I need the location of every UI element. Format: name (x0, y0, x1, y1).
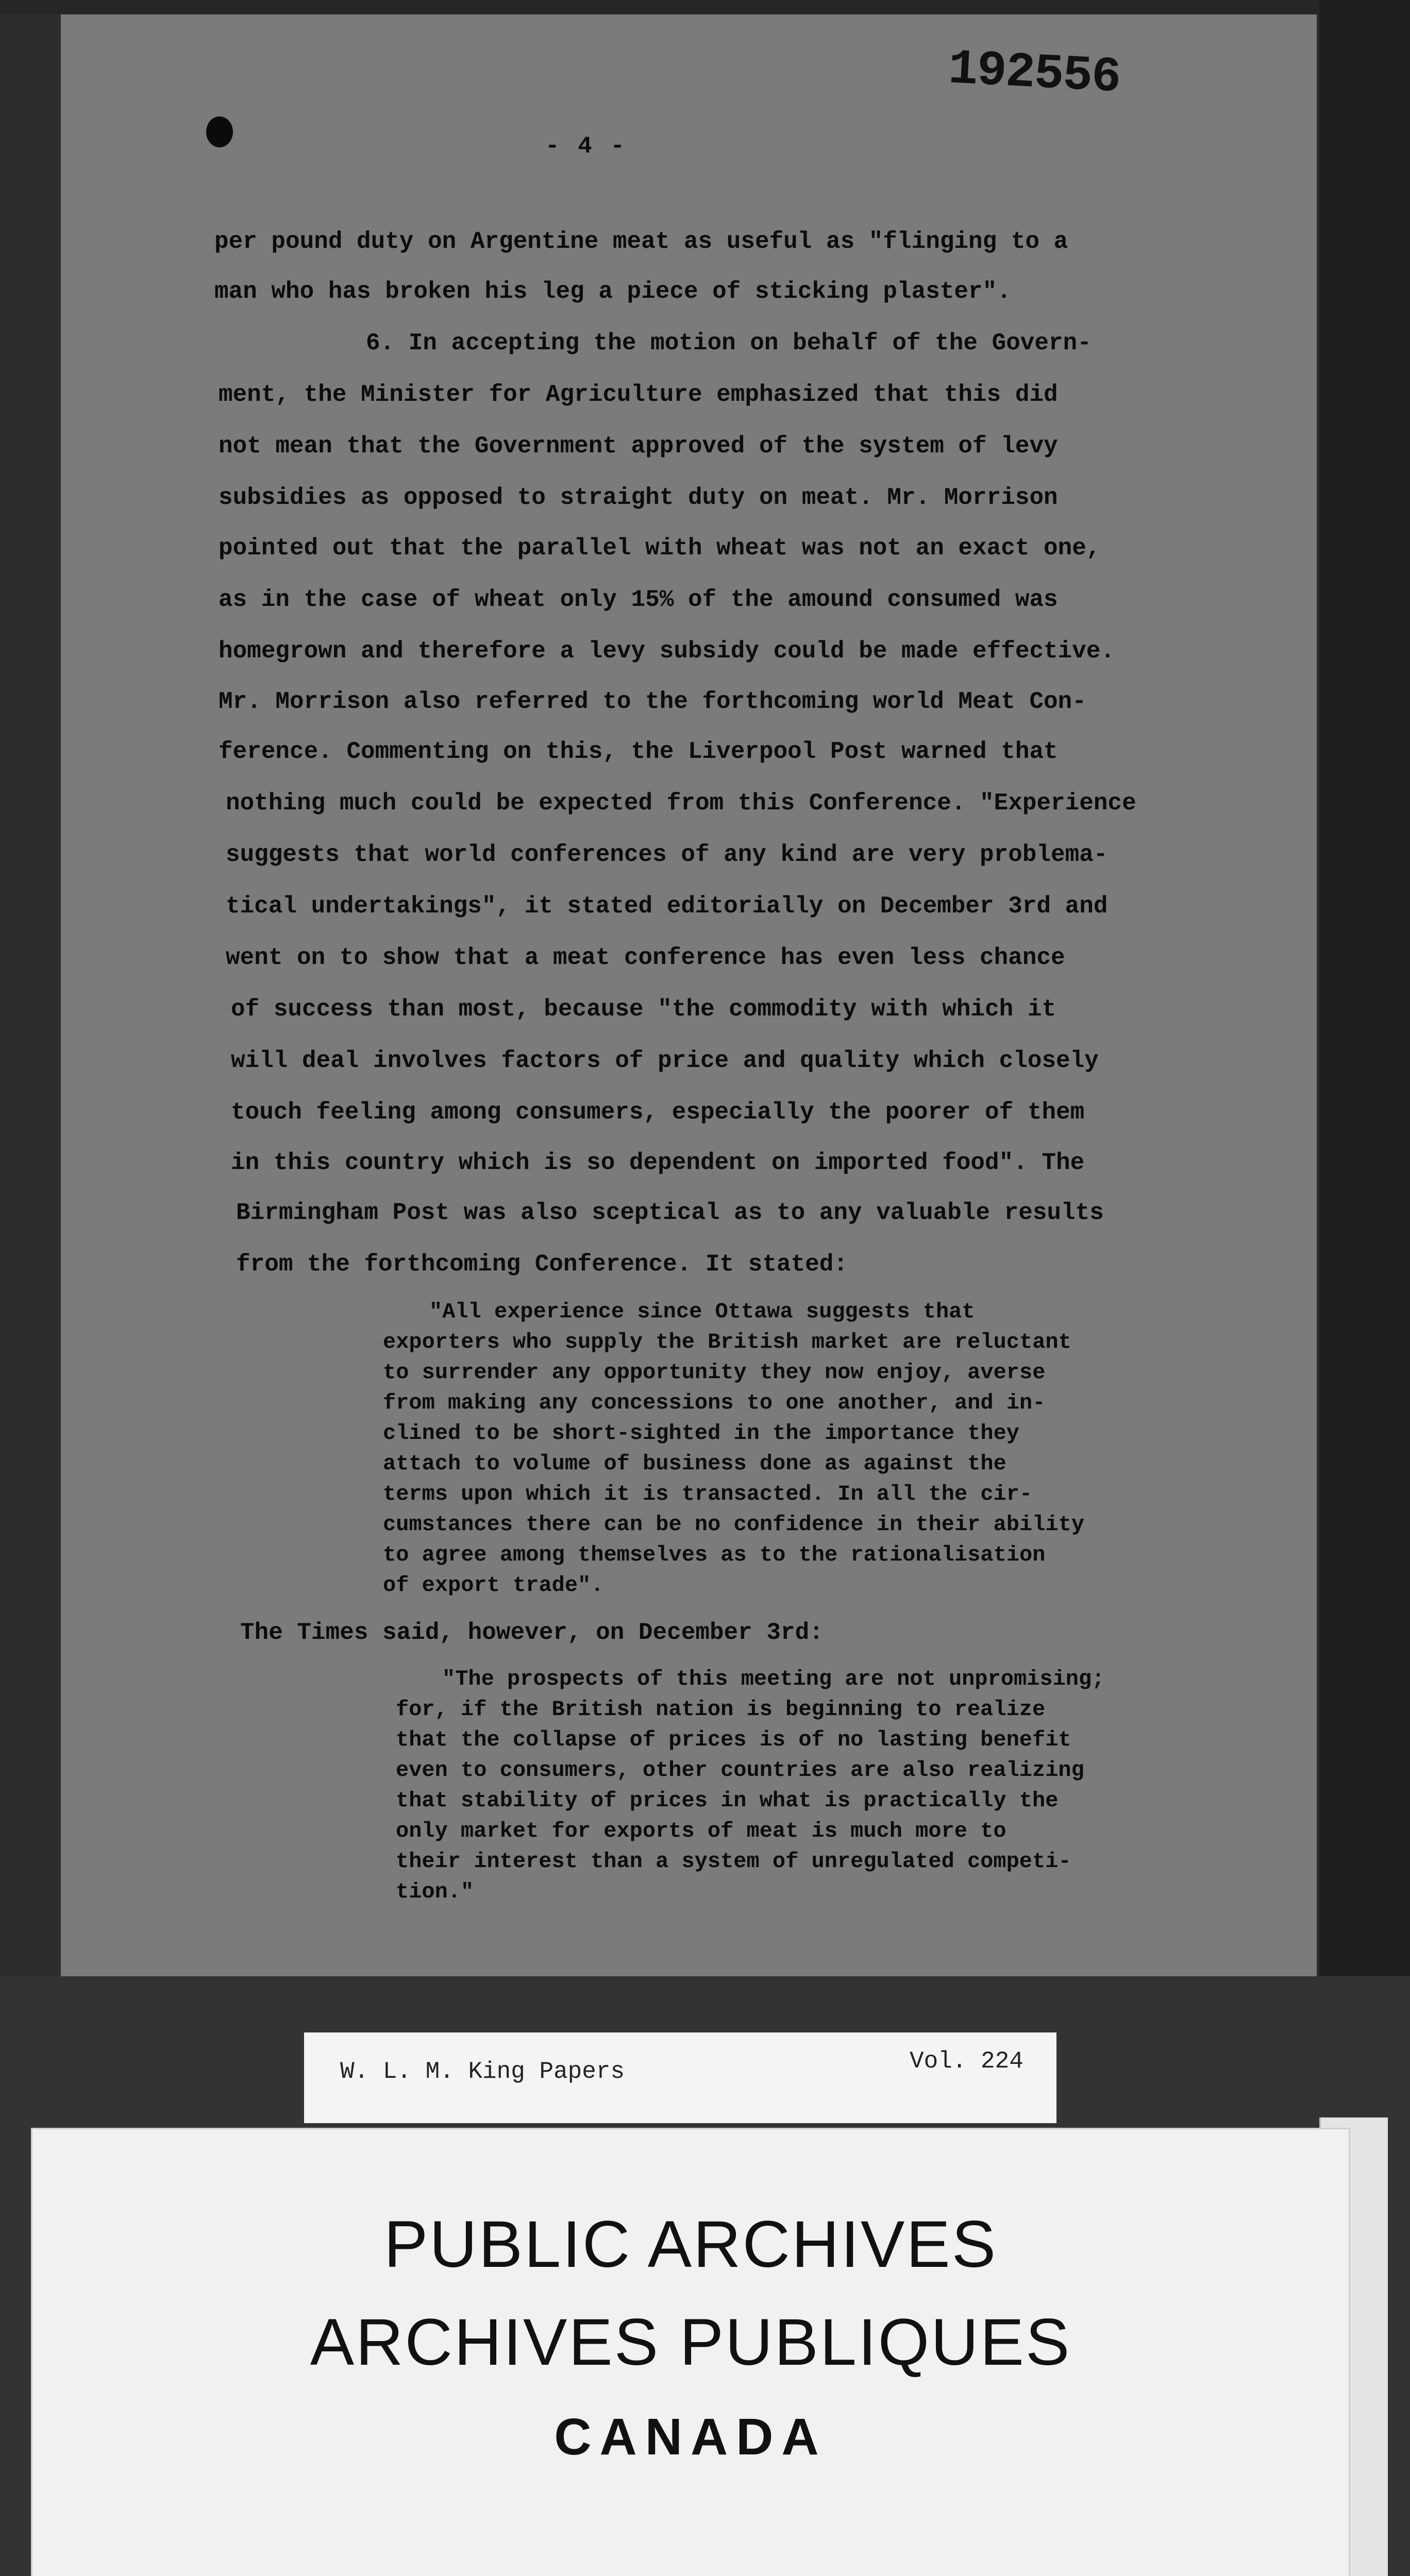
body-line: homegrown and therefore a levy subsidy could be made effective. (219, 638, 1115, 665)
body-line: 6. In accepting the motion on behalf of the Govern- (366, 330, 1092, 357)
archive-card (31, 2128, 1350, 2576)
body-line: ment, the Minister for Agriculture emphasized that this did (219, 381, 1058, 408)
archive-card-line-french: ARCHIVES PUBLIQUES (310, 2306, 1071, 2379)
quote-line: exporters who supply the British market are reluctant (383, 1330, 1071, 1354)
body-line: subsidies as opposed to straight duty on meat. Mr. Morrison (219, 484, 1058, 511)
quote-line: terms upon which it is transacted. In all the cir- (383, 1482, 1033, 1506)
quote-line: that the collapse of prices is of no lasting benefit (396, 1727, 1071, 1752)
archive-card-line-country: CANADA (554, 2408, 827, 2466)
quote-line: even to consumers, other countries are also realizing (396, 1758, 1084, 1783)
page-number: - 4 - (545, 133, 627, 160)
collection-label (304, 2032, 1056, 2123)
body-line: went on to show that a meat conference has even less chance (226, 944, 1065, 971)
times-intro: The Times said, however, on December 3rd: (240, 1619, 824, 1646)
body-line: man who has broken his leg a piece of sticking plaster". (214, 278, 1011, 305)
body-line: ference. Commenting on this, the Liverpool Post warned that (219, 738, 1058, 765)
body-line: Birmingham Post was also sceptical as to any valuable results (236, 1199, 1104, 1226)
volume-number: Vol. 224 (910, 2048, 1023, 2075)
body-line: from the forthcoming Conference. It stated: (236, 1251, 848, 1278)
body-line: pointed out that the parallel with wheat was not an exact one, (219, 535, 1101, 562)
film-right-border (1319, 0, 1410, 2133)
quote-line: attach to volume of business done as against the (383, 1451, 1006, 1476)
quote-line: to agree among themselves as to the rationalisation (383, 1543, 1046, 1567)
body-line: suggests that world conferences of any kind are very problema- (226, 841, 1108, 868)
quote-line: for, if the British nation is beginning to realize (396, 1697, 1046, 1722)
body-line: of success than most, because "the commodity with which it (231, 996, 1056, 1023)
body-line: per pound duty on Argentine meat as useful as "flinging to a (214, 228, 1068, 255)
body-line: will deal involves factors of price and quality which closely (231, 1047, 1099, 1074)
film-top-border (0, 0, 1319, 14)
collection-name: W. L. M. King Papers (340, 2058, 625, 2085)
quote-line: from making any concessions to one another, and in- (383, 1391, 1046, 1415)
quote-line: that stability of prices in what is practically the (396, 1788, 1059, 1813)
body-line: in this country which is so dependent on imported food". The (231, 1149, 1085, 1176)
typed-page (61, 14, 1317, 1976)
stamp-number: 192556 (947, 41, 1122, 106)
quote-line: "The prospects of this meeting are not unpromising; (442, 1667, 1105, 1691)
body-line: nothing much could be expected from this Conference. "Experience (226, 790, 1136, 817)
quote-line: of export trade". (383, 1573, 604, 1598)
quote-line: their interest than a system of unregulated competi- (396, 1849, 1071, 1874)
quote-line: to surrender any opportunity they now enjoy, averse (383, 1360, 1046, 1385)
archive-card-line-english: PUBLIC ARCHIVES (383, 2208, 998, 2281)
body-line: tical undertakings", it stated editorially on December 3rd and (226, 893, 1108, 920)
punch-hole (206, 116, 233, 147)
quote-line: tion." (396, 1879, 474, 1904)
quote-line: "All experience since Ottawa suggests that (429, 1299, 975, 1324)
body-line: not mean that the Government approved of the system of levy (219, 433, 1058, 460)
quote-line: only market for exports of meat is much more to (396, 1819, 1006, 1843)
quote-line: clined to be short-sighted in the importance they (383, 1421, 1020, 1446)
body-line: Mr. Morrison also referred to the forthcoming world Meat Con- (219, 688, 1086, 715)
body-line: as in the case of wheat only 15% of the amound consumed was (219, 586, 1058, 613)
quote-line: cumstances there can be no confidence in their ability (383, 1512, 1085, 1537)
body-line: touch feeling among consumers, especially the poorer of them (231, 1099, 1085, 1126)
